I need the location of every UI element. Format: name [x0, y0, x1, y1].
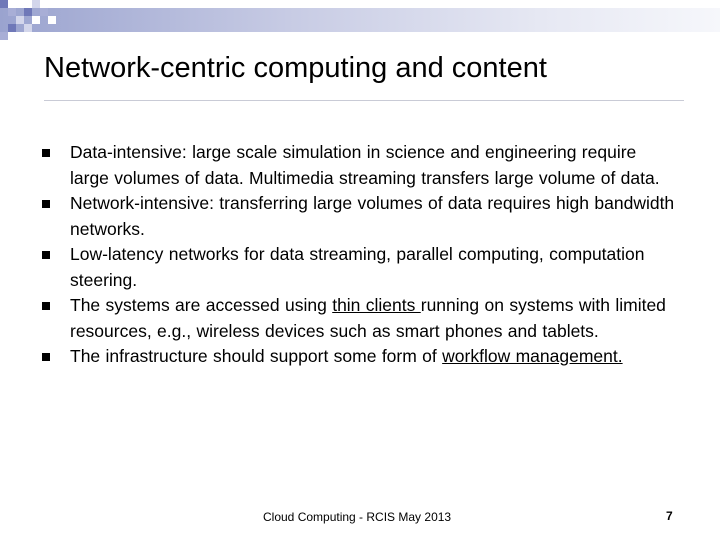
bullet-text: Low-latency networks for data streaming, parallel computing, computation steering.: [70, 244, 645, 290]
square-bullet-icon: [42, 302, 50, 310]
header-gradient-band: [0, 8, 720, 32]
workflow-management-link[interactable]: workflow management.: [442, 346, 623, 366]
square-bullet-icon: [42, 149, 50, 157]
bullet-text: The infrastructure should support some form of: [70, 346, 443, 366]
decor-square: [8, 24, 16, 32]
footer-text: Cloud Computing - RCIS May 2013: [263, 510, 452, 524]
decor-square: [40, 8, 48, 16]
thin-clients-link[interactable]: thin clients: [332, 295, 421, 315]
decor-square: [48, 16, 56, 24]
page-number: 7: [666, 509, 673, 523]
list-item: [0, 242, 680, 293]
square-bullet-icon: [42, 353, 50, 361]
header-decoration: [0, 0, 720, 48]
decor-square: [32, 0, 40, 8]
decor-square: [24, 24, 32, 32]
bullet-text: Data-intensive: large scale simulation in science and engineering require large volumes of data. Multimedia streaming transfers large volume of data.: [70, 142, 660, 188]
decor-square: [24, 8, 32, 16]
list-item: [0, 344, 680, 370]
decor-square: [16, 0, 24, 8]
bullet-list: [0, 140, 680, 370]
list-item: [0, 191, 680, 242]
bullet-text: Network-intensive: transferring large volumes of data requires high bandwidth networks.: [70, 193, 675, 239]
square-bullet-icon: [42, 200, 50, 208]
slide-title: Network-centric computing and content: [44, 52, 547, 84]
bullet-text: running on systems with limited resources, e.g., wireless devices such as smart phones and tablets.: [70, 295, 666, 341]
decor-square: [8, 8, 16, 16]
list-item: [0, 293, 680, 344]
title-divider: [44, 100, 684, 101]
decor-square: [16, 16, 24, 24]
bullet-text: The systems are accessed using: [70, 295, 333, 315]
decor-square: [0, 32, 8, 40]
list-item: [0, 140, 680, 191]
square-bullet-icon: [42, 251, 50, 259]
decor-square: [32, 16, 40, 24]
decor-square: [0, 0, 8, 8]
